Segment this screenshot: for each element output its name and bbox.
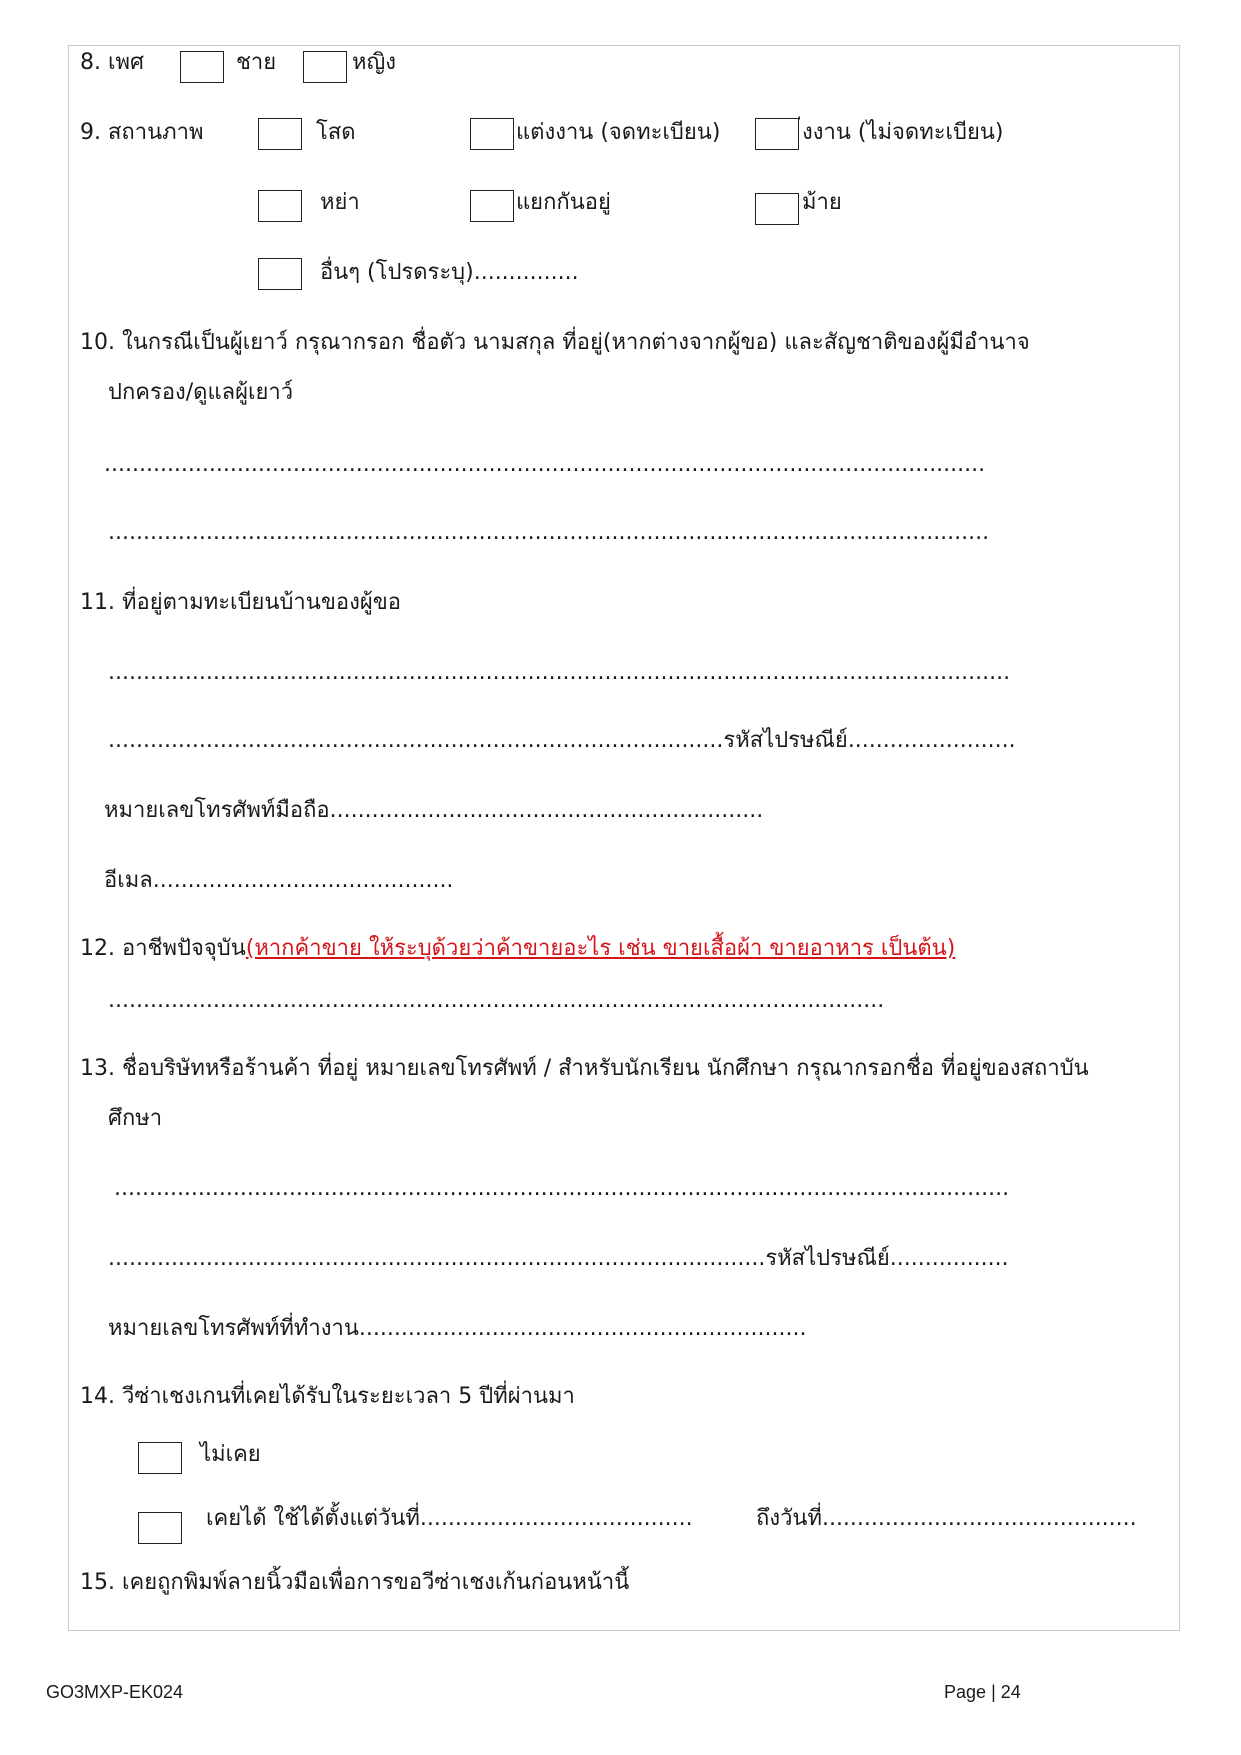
q13-work-phone-field[interactable]: ................................................................ <box>358 1316 807 1341</box>
q8-male-label: ชาย <box>236 50 277 75</box>
q9-widowed-label: ม้าย <box>802 190 842 215</box>
q11-address-line1[interactable]: ................................................................................................................................. <box>108 660 1011 685</box>
q12-note: (หากค้าขาย ให้ระบุด้วยว่าค้าขายอะไร เช่น ขายเสื้อผ้า ขายอาหาร เป็นต้น) <box>245 936 956 961</box>
footer-page-number: 24 <box>1000 1682 1021 1702</box>
q11-postal-field[interactable]: ........................ <box>847 728 1016 753</box>
q11-postal-label: รหัสไปรษณีย์ <box>723 728 848 753</box>
q10-label-line2: ปกครอง/ดูแลผู้เยาว์ <box>108 380 294 405</box>
q9-divorced-label: หย่า <box>320 190 360 215</box>
q9-divorced-checkbox[interactable] <box>258 190 302 222</box>
q9-married-reg-checkbox[interactable] <box>470 118 514 150</box>
q9-label: 9. สถานภาพ <box>80 120 204 145</box>
q12-label: 12. อาชีพปัจจุบัน <box>80 936 246 961</box>
q9-separated-checkbox[interactable] <box>470 190 514 222</box>
q9-other-label: อื่นๆ (โปรดระบุ)............... <box>320 260 579 285</box>
q9-married-unreg-label: ่งงาน (ไม่จดทะเบียน) <box>802 120 1004 145</box>
q10-fill-line1[interactable]: .............................................................................................................................. <box>104 452 986 477</box>
q11-label: 11. ที่อยู่ตามทะเบียนบ้านของผู้ขอ <box>80 590 401 615</box>
q8-female-checkbox[interactable] <box>303 51 347 83</box>
q9-married-unreg-checkbox[interactable] <box>755 118 799 150</box>
q13-work-phone-label: หมายเลขโทรศัพท์ที่ทำงาน <box>108 1316 359 1341</box>
q8-female-label: หญิง <box>352 50 396 75</box>
q15-label: 15. เคยถูกพิมพ์ลายนิ้วมือเพื่อการขอวีซ่าเชงเก้นก่อนหน้านี้ <box>80 1570 630 1595</box>
q13-postal-field[interactable]: ................. <box>889 1246 1009 1271</box>
q13-label-line2: ศึกษา <box>108 1106 163 1131</box>
q11-address-line2-row <box>108 728 1016 754</box>
q13-fill-line2[interactable]: .............................................................................................. <box>108 1246 766 1271</box>
q11-email-field[interactable]: ........................................... <box>152 868 454 893</box>
q14-never-label: ไม่เคย <box>200 1442 261 1467</box>
q13-fill-line1[interactable]: ................................................................................................................................ <box>114 1176 1010 1201</box>
q10-fill-line2[interactable]: .............................................................................................................................. <box>108 520 990 545</box>
footer-separator: | <box>991 1682 996 1702</box>
q11-email-label: อีเมล <box>104 868 153 893</box>
q14-label: 14. วีซ่าเชงเกนที่เคยได้รับในระยะเวลา 5 ปีที่ผ่านมา <box>80 1384 575 1409</box>
footer-page-indicator <box>944 1682 1021 1704</box>
q9-separated-label: แยกกันอยู่ <box>516 190 611 215</box>
q11-email-row <box>104 868 453 894</box>
q9-other-checkbox[interactable] <box>258 258 302 290</box>
footer-doc-code: GO3MXP-EK024 <box>46 1682 184 1702</box>
q9-single-checkbox[interactable] <box>258 118 302 150</box>
q12-row <box>80 936 955 962</box>
q9-single-label: โสด <box>316 120 356 145</box>
q14-to-date[interactable]: ถึงวันที่............................................. <box>756 1506 1137 1531</box>
q11-mobile-row <box>104 798 763 824</box>
q13-label-line1: 13. ชื่อบริษัทหรือร้านค้า ที่อยู่ หมายเลขโทรศัพท์ / สำหรับนักเรียน นักศึกษา กรุณากรอกชื่อ ที่อยู่ของสถาบัน <box>80 1056 1089 1081</box>
footer-page-word: Page <box>944 1682 987 1702</box>
q9-widowed-checkbox[interactable] <box>755 193 799 225</box>
q14-yes-checkbox[interactable] <box>138 1512 182 1544</box>
q12-fill-line[interactable]: ............................................................................................................... <box>108 988 885 1013</box>
q13-postal-label: รหัสไปรษณีย์ <box>765 1246 890 1271</box>
q11-mobile-label: หมายเลขโทรศัพท์มือถือ <box>104 798 330 823</box>
q8-label: 8. เพศ <box>80 50 144 75</box>
q13-address-row <box>108 1246 1009 1272</box>
q11-address-line2[interactable]: ........................................................................................ <box>108 728 724 753</box>
q14-never-checkbox[interactable] <box>138 1442 182 1474</box>
q8-male-checkbox[interactable] <box>180 51 224 83</box>
q14-yes-label[interactable]: เคยได้ ใช้ได้ตั้งแต่วันที่....................................... <box>206 1506 693 1531</box>
q11-mobile-field[interactable]: .............................................................. <box>329 798 764 823</box>
q9-married-reg-label: แต่งงาน (จดทะเบียน) <box>516 120 721 145</box>
q10-label-line1: 10. ในกรณีเป็นผู้เยาว์ กรุณากรอก ชื่อตัว นามสกุล ที่อยู่(หากต่างจากผู้ขอ) และสัญชาติของผู้มีอำนาจ <box>80 330 1030 355</box>
q13-work-phone-row <box>108 1316 806 1342</box>
